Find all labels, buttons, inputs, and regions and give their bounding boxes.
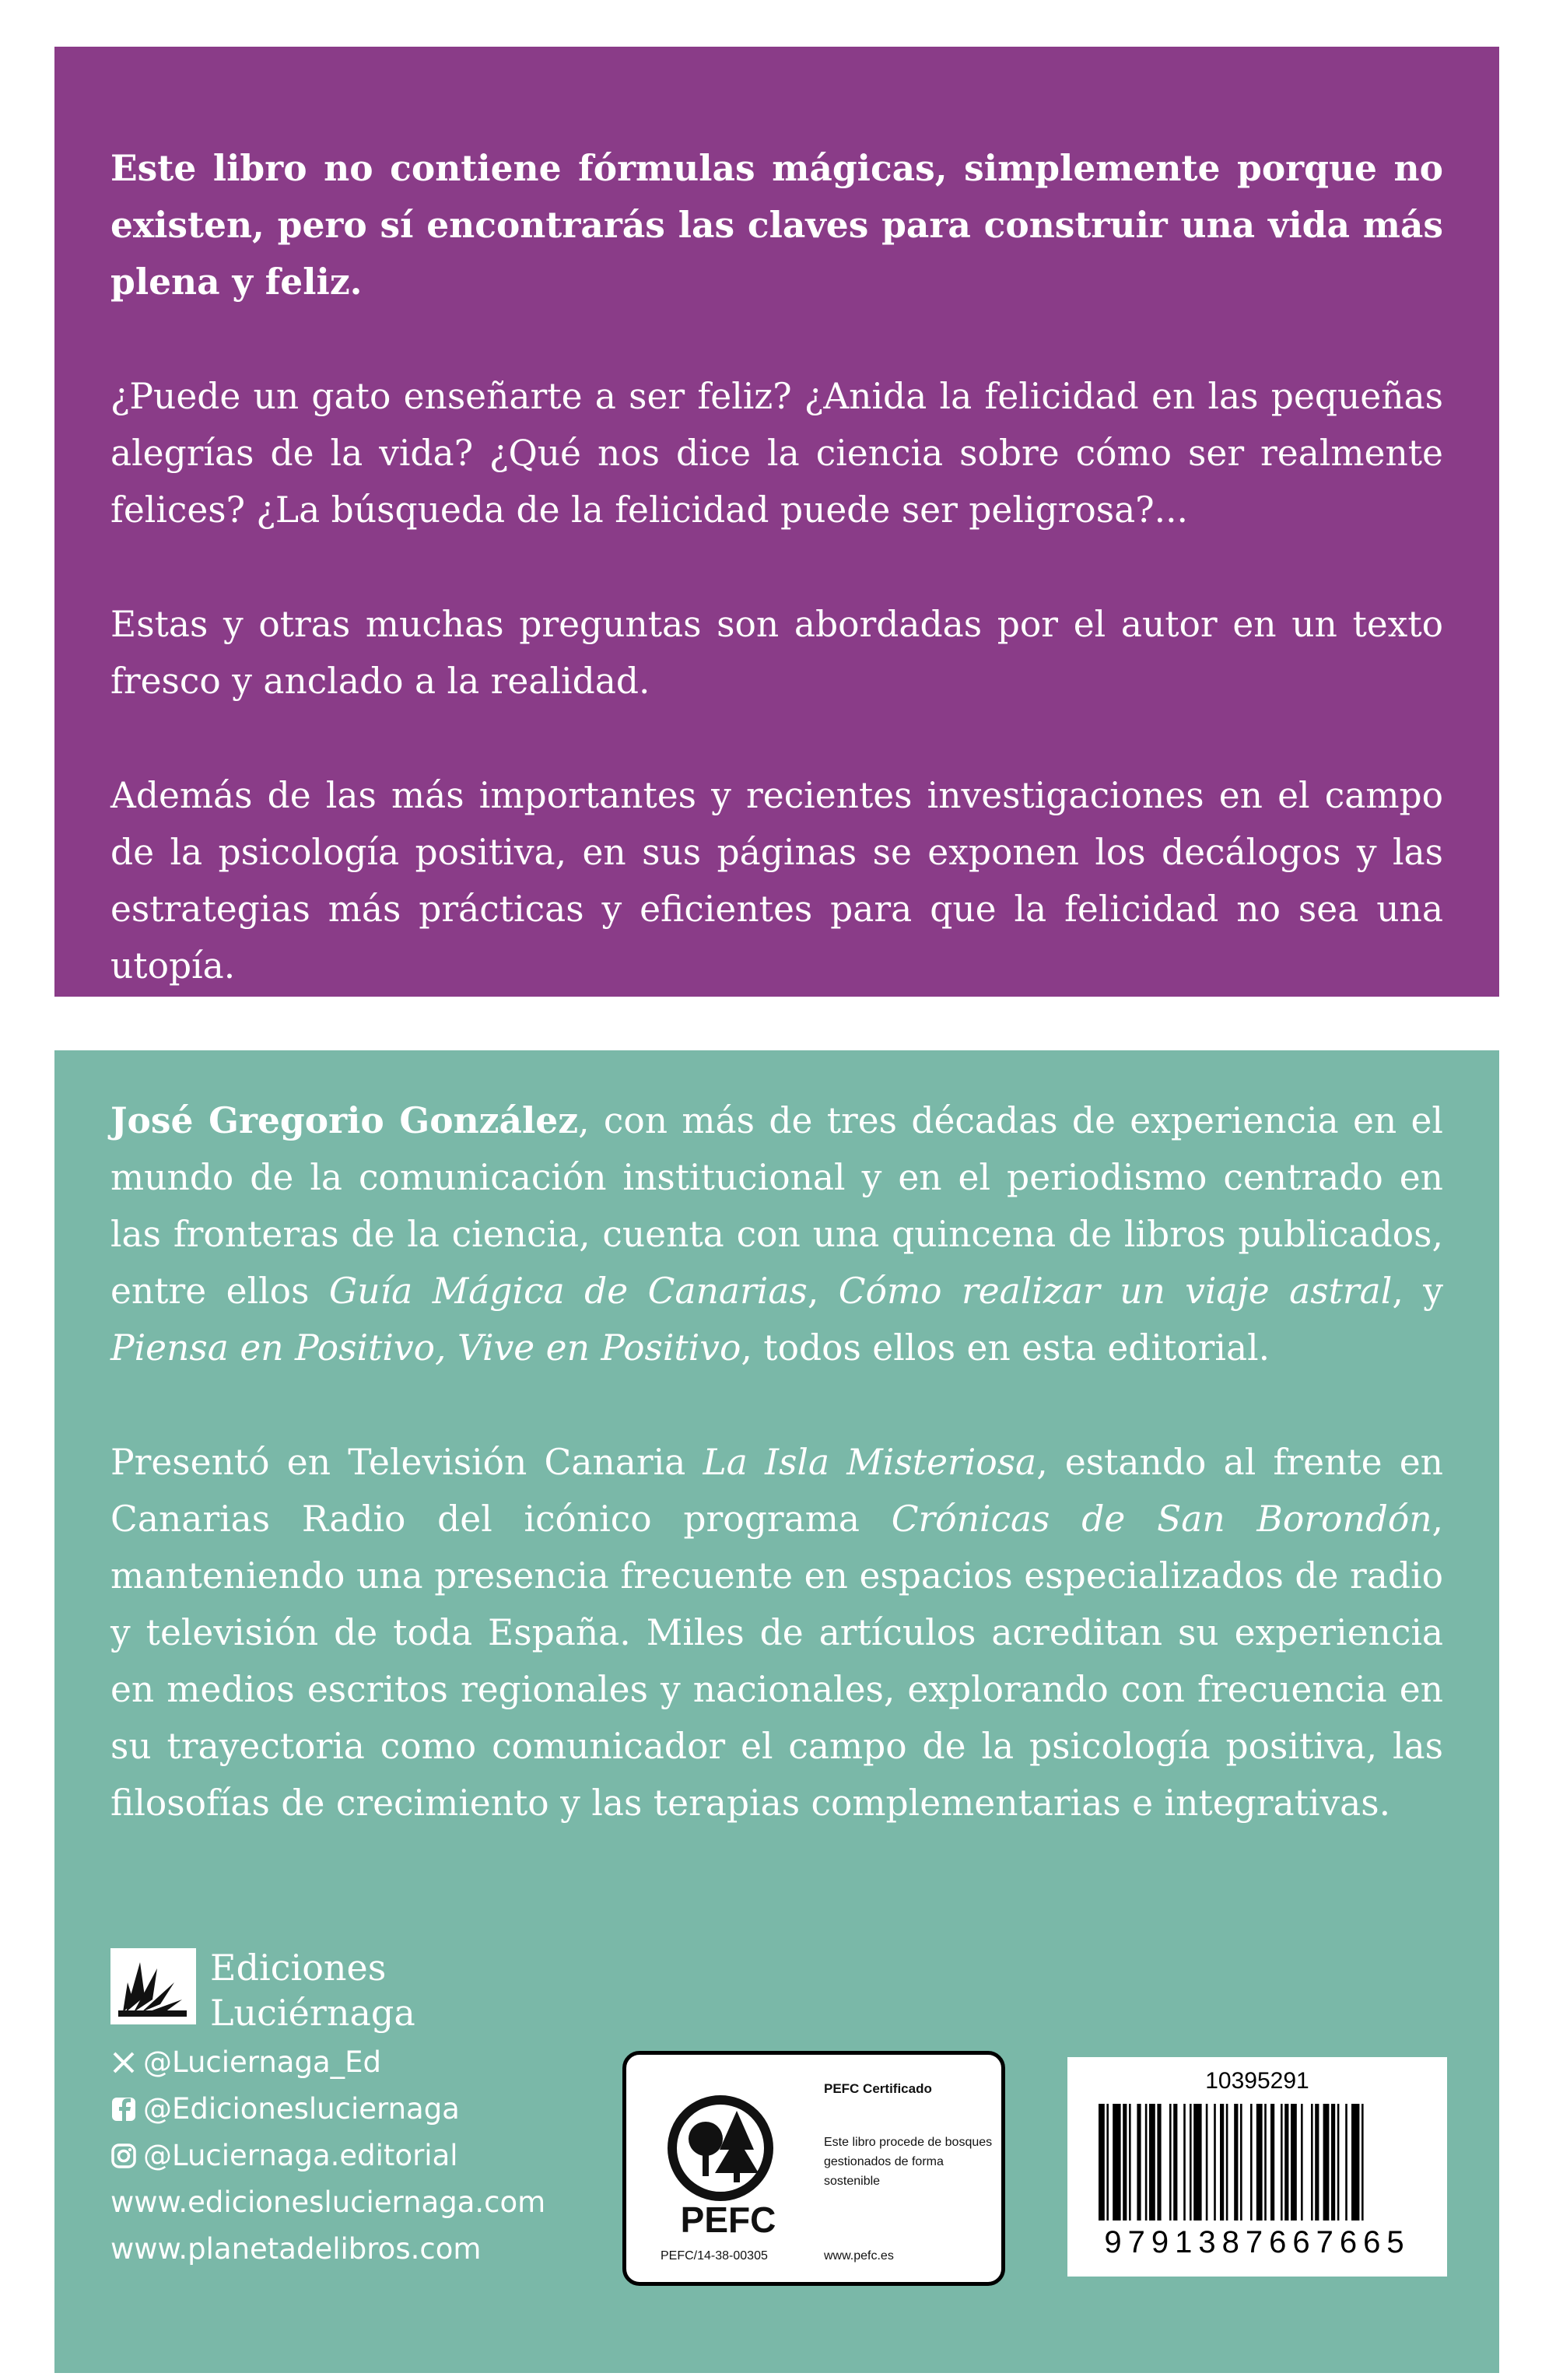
bio-text: , manteniendo una presencia frecuente en espacios especializados de radio y televisión de toda España. Miles de artículos acreditan su experiencia en medios escritos regionales y nacionales, explorando con frecuencia en su trayectoria como comunicador el campo de la psicología positiva, las filosofías de crecimiento y las terapias complementarias e integrativas. [110, 1498, 1443, 1824]
barcode-bar [1331, 2104, 1335, 2221]
barcode-bar [1220, 2104, 1224, 2221]
publisher-name-line1: Ediciones [210, 1947, 387, 1989]
barcode-bar [1169, 2104, 1172, 2221]
pefc-code: PEFC/14-38-00305 [661, 2249, 768, 2263]
bio-sep: , [807, 1271, 839, 1312]
twitter-handle[interactable]: @Luciernaga_Ed [110, 2043, 381, 2082]
barcode-bar [1345, 2104, 1347, 2221]
facebook-icon [110, 2096, 137, 2122]
show-title: La Isla Misteriosa [703, 1442, 1037, 1483]
barcode-bar [1226, 2104, 1228, 2221]
barcode-number: 10395291 [1205, 2068, 1309, 2094]
barcode-bar [1173, 2104, 1177, 2221]
barcode-bar [1099, 2104, 1105, 2221]
barcode-bar [1183, 2104, 1186, 2221]
book-title: Piensa en Positivo, Vive en Positivo [110, 1327, 741, 1369]
synopsis-intro: Este libro no contiene fórmulas mágicas, simplemente porque no existen, pero sí encontrarás las claves para construir una vida más plena y feliz. [110, 147, 1443, 303]
barcode-bar [1214, 2104, 1216, 2221]
bio-text: , todos ellos en esta editorial. [741, 1327, 1270, 1369]
barcode-bar [1284, 2104, 1288, 2221]
pefc-tree-logo-icon [662, 2095, 794, 2235]
pefc-description: Este libro procede de bosques gestionados de forma sostenible [824, 2136, 993, 2188]
book-title: Cómo realizar un viaje astral [838, 1271, 1393, 1312]
website-link[interactable]: www.planetadelibros.com [110, 2232, 482, 2266]
publisher-name [210, 1945, 415, 2035]
barcode-bar [1256, 2104, 1263, 2221]
website-link[interactable]: www.edicionesluciernaga.com [110, 2185, 546, 2219]
instagram-handle[interactable]: @Luciernaga.editorial [110, 2136, 458, 2175]
synopsis-paragraph-4: Además de las más importantes y recientes investigaciones en el campo de la psicología positiva, en sus páginas se exponen los decálogos y las estrategias más prácticas y eficientes para que la felicidad no sea una utopía. [110, 775, 1443, 987]
barcode-bar [1106, 2104, 1109, 2221]
barcode-bar [1323, 2104, 1330, 2221]
book-title: Guía Mágica de Canarias [328, 1271, 808, 1312]
barcode-bar [1113, 2104, 1120, 2221]
bio-text: , con más de tres décadas de experiencia en el mundo de la comunicación institucional y en el periodismo centrado en las fronteras de la ciencia, cuenta con una quincena de libros publicados, entre ellos [110, 1100, 1443, 1312]
bio-text: Presentó en Televisión Canaria [110, 1442, 703, 1483]
facebook-handle[interactable]: @Edicionesluciernaga [110, 2090, 460, 2129]
barcode-bar [1264, 2104, 1267, 2221]
barcode-bar [1270, 2104, 1274, 2221]
bio-text: , estando al frente en Canarias Radio del icónico programa [110, 1442, 1443, 1540]
show-title: Crónicas de San Borondón [891, 1498, 1432, 1540]
x-twitter-icon [110, 2049, 137, 2076]
pefc-certificate-badge [622, 2051, 1005, 2286]
bio-sep: , y [1392, 1271, 1443, 1312]
author-name: José Gregorio González [110, 1099, 579, 1141]
pefc-logo-text: PEFC [680, 2199, 776, 2235]
barcode-bar [1362, 2104, 1364, 2221]
barcode-bar [1157, 2104, 1161, 2221]
barcode-box [1067, 2057, 1447, 2277]
barcode-bar [1123, 2104, 1127, 2221]
barcode-bar [1129, 2104, 1131, 2221]
instagram-icon [110, 2143, 137, 2169]
pefc-url: www.pefc.es [824, 2249, 894, 2263]
barcode-bar [1281, 2104, 1283, 2221]
barcode-bar [1301, 2104, 1303, 2221]
barcode-bar [1311, 2104, 1313, 2221]
barcode-bar [1234, 2104, 1238, 2221]
barcode-bar [1315, 2104, 1319, 2221]
barcode-bar [1291, 2104, 1297, 2221]
barcode-bar [1193, 2104, 1201, 2221]
barcode-bar [1337, 2104, 1340, 2221]
barcode-bars [1099, 2104, 1416, 2221]
barcode-bar [1190, 2104, 1192, 2221]
barcode-bar [1206, 2104, 1208, 2221]
isbn-number: 9791387667665 [1104, 2225, 1411, 2259]
publisher-logo-icon [110, 1948, 196, 2024]
barcode-bar [1145, 2104, 1148, 2221]
author-bio-1 [110, 1092, 1443, 1376]
pefc-title: PEFC Certificado [824, 2081, 932, 2096]
synopsis-questions: ¿Puede un gato enseñarte a ser feliz? ¿Anida la felicidad en las pequeñas alegrías de la vida? ¿Qué nos dice la ciencia sobre cómo ser realmente felices? ¿La búsqueda de la felicidad puede ser peligrosa?... [110, 376, 1443, 531]
barcode-bar [1250, 2104, 1253, 2221]
author-panel [54, 1050, 1499, 2373]
barcode-bar [1351, 2104, 1359, 2221]
author-bio-2 [110, 1434, 1443, 1831]
barcode-bar [1240, 2104, 1242, 2221]
barcode-bar [1137, 2104, 1141, 2221]
synopsis-panel [54, 47, 1499, 997]
publisher-name-line2: Luciérnaga [210, 1992, 415, 2034]
barcode-bar [1149, 2104, 1155, 2221]
synopsis-paragraph-3: Estas y otras muchas preguntas son abordadas por el autor en un texto fresco y anclado a la realidad. [110, 604, 1443, 702]
